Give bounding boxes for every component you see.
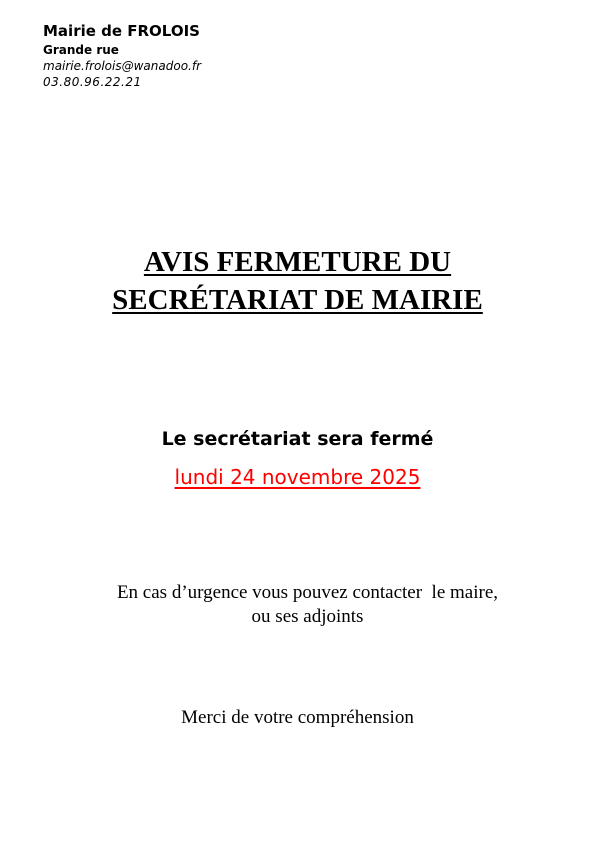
contact-phone: 03.80.96.22.21 — [43, 75, 142, 89]
closure-date-block — [0, 463, 595, 491]
title-line-2: SECRÉTARIAT DE MAIRIE — [112, 284, 483, 316]
closure-statement: Le secrétariat sera fermé — [161, 428, 434, 450]
emergency-contact-note — [10, 581, 595, 629]
title-line-1: AVIS FERMETURE DU — [143, 246, 452, 278]
closure-date: lundi 24 novembre 2025 — [174, 465, 421, 489]
contact-email: mairie.frolois@wanadoo.fr — [43, 59, 202, 73]
closing-thanks: Merci de votre compréhension — [181, 707, 414, 728]
letterhead — [43, 24, 201, 88]
mairie-name: Mairie de FROLOIS — [43, 22, 200, 40]
emergency-line-1: En cas d’urgence vous pouvez contacter le maire, — [116, 582, 499, 603]
notice-title — [0, 243, 595, 319]
address-street: Grande rue — [43, 43, 119, 57]
emergency-line-2: ou ses adjoints — [251, 606, 364, 627]
